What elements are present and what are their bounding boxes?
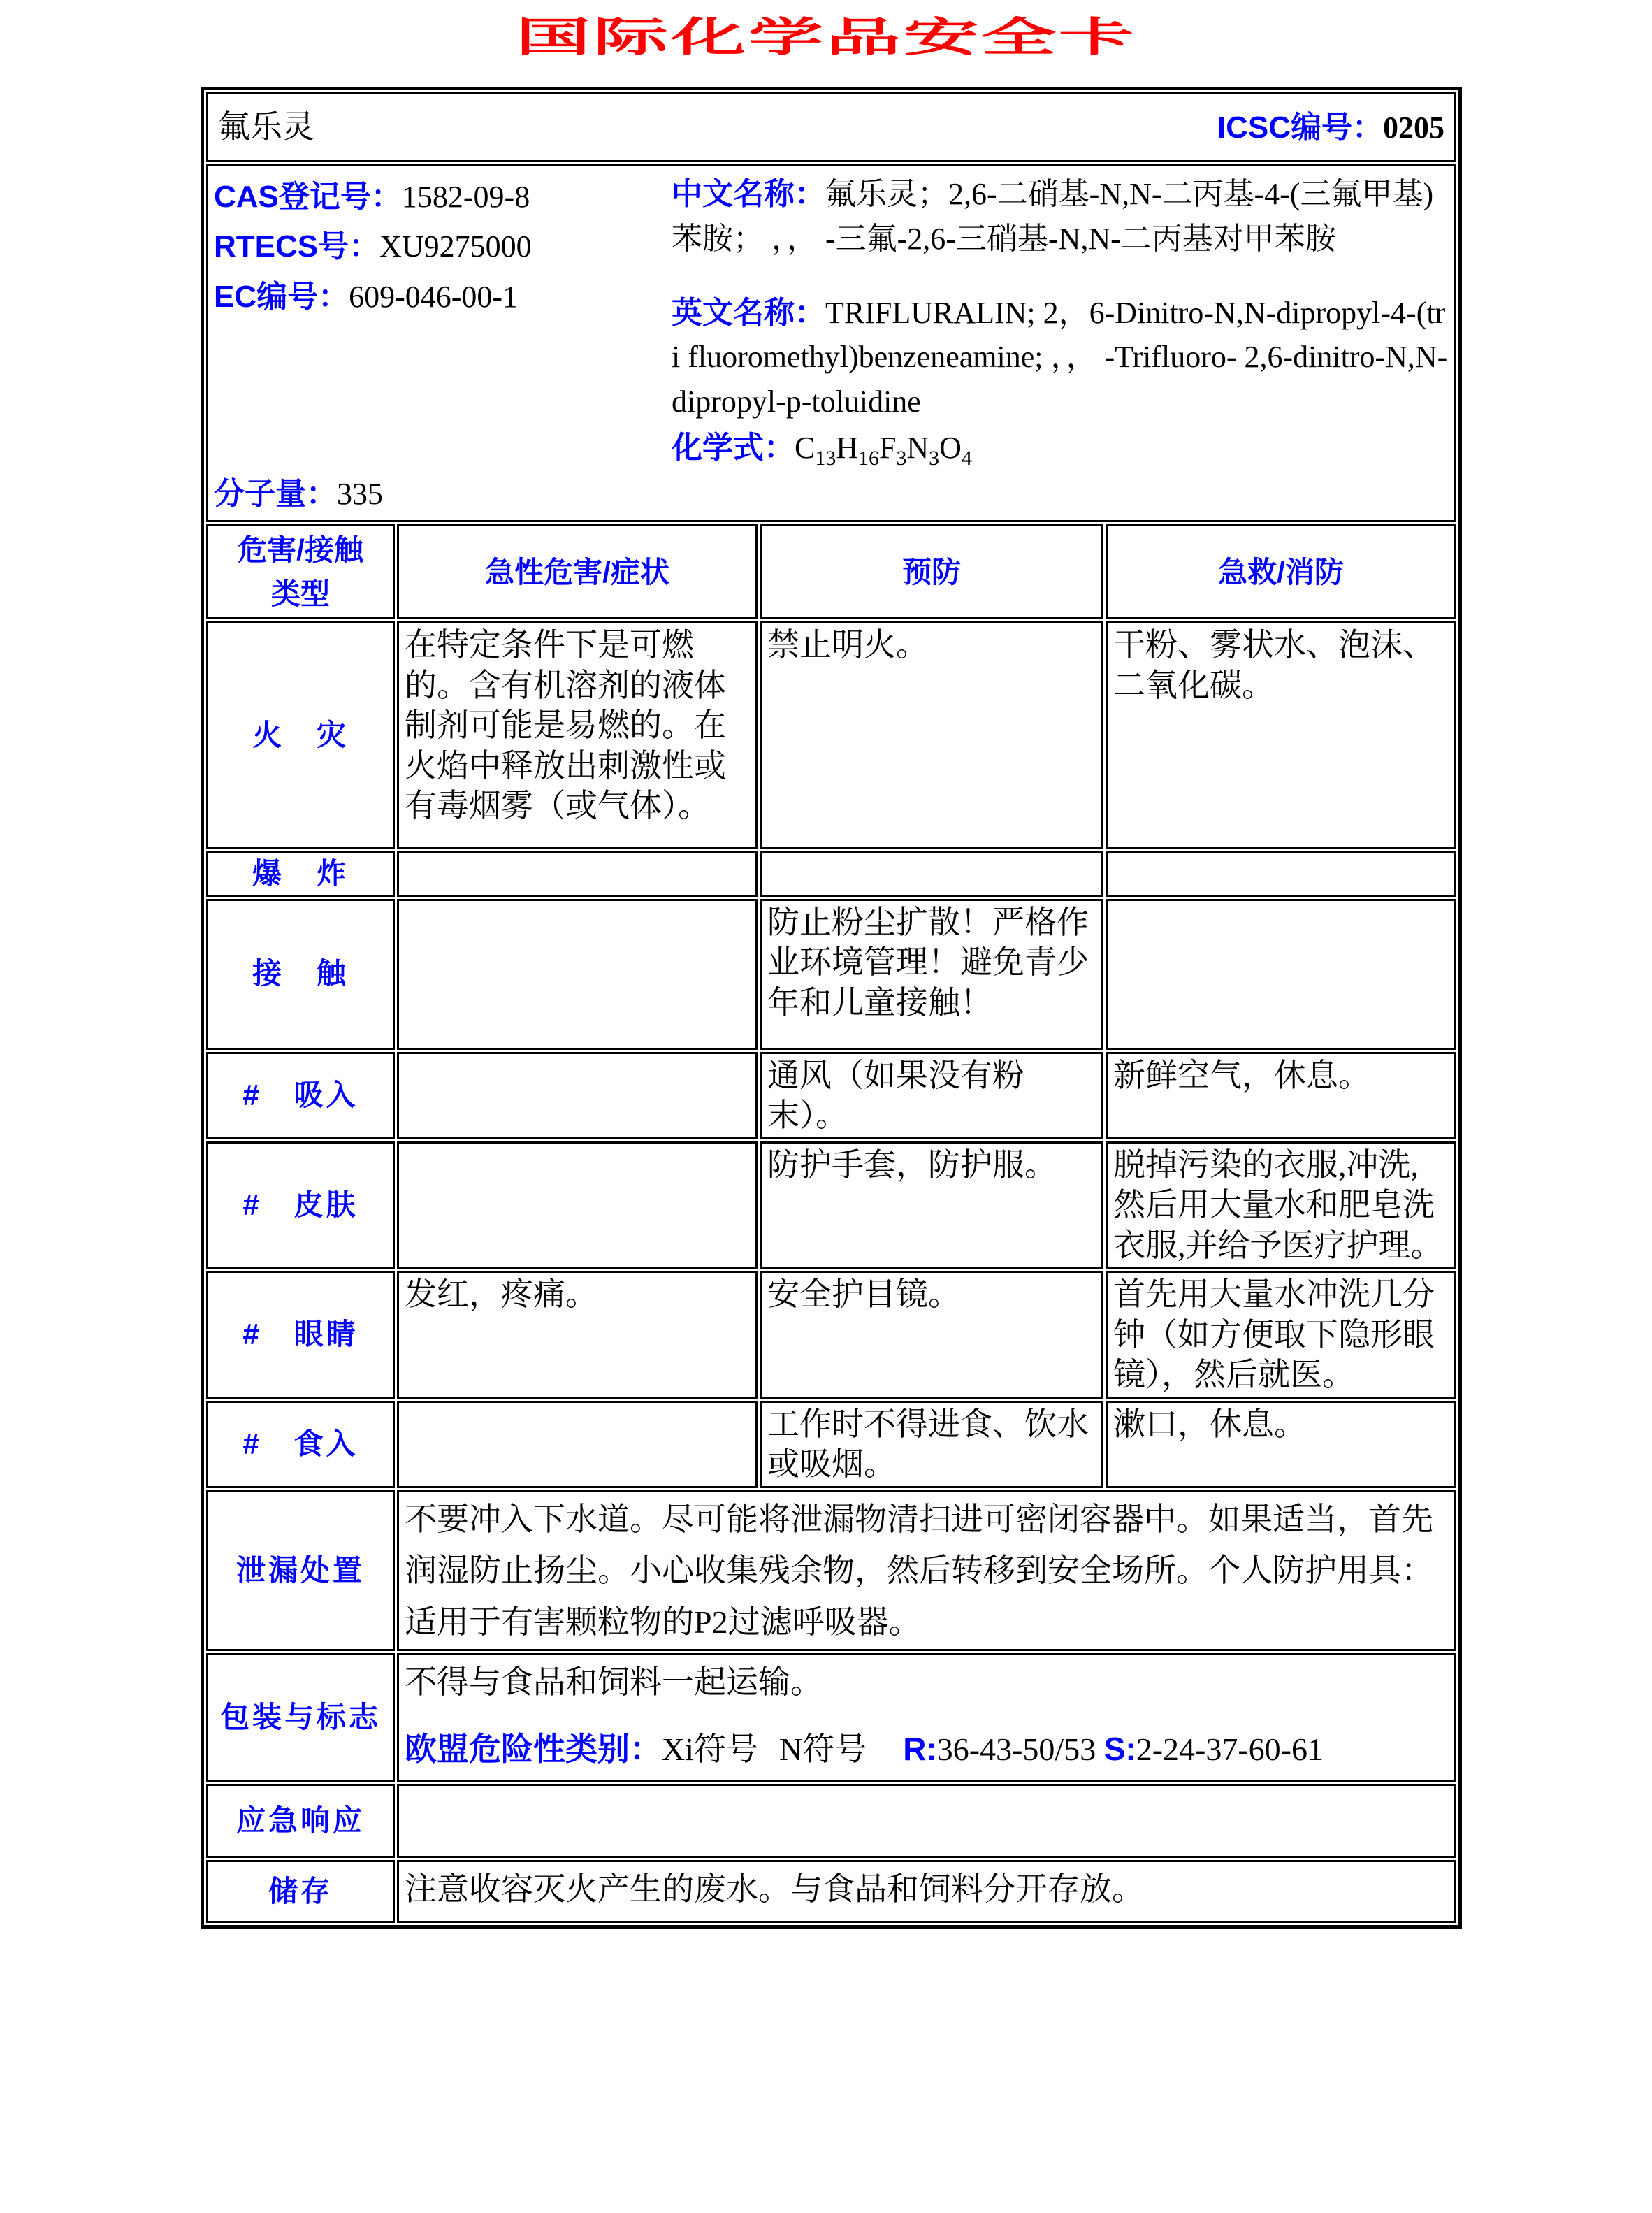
packaging-transport-note: 不得与食品和饲料一起运输。 xyxy=(405,1664,823,1701)
ingestion-prevention: 工作时不得进食、饮水或吸烟。 xyxy=(760,1401,1103,1488)
fire-first-aid: 干粉、雾状水、泡沫、二氧化碳。 xyxy=(1106,621,1456,849)
cas-label: CAS登记号： xyxy=(214,180,402,214)
explosion-prevention xyxy=(760,851,1103,897)
packaging-content xyxy=(397,1653,1456,1782)
rtecs-value: XU9275000 xyxy=(379,229,532,264)
column-header-type xyxy=(206,524,395,619)
storage-row-label: 储存 xyxy=(206,1860,395,1923)
ingestion-row xyxy=(206,1401,1456,1488)
icsc-card-table xyxy=(201,87,1462,1929)
spillage-content xyxy=(397,1490,1456,1652)
chemical-formula-value: $C_{13}H_{16}F_3N_3O_4$ xyxy=(795,430,972,470)
contact-first-aid xyxy=(1106,899,1456,1050)
ingestion-symptoms xyxy=(397,1401,758,1488)
rtecs-number-line xyxy=(214,222,672,271)
storage-row xyxy=(206,1860,1456,1923)
page-title xyxy=(0,4,1652,63)
s-phrases-value: 2-24-37-60-61 xyxy=(1136,1731,1324,1767)
explosion-row-label: 爆 炸 xyxy=(206,851,395,897)
explosion-row xyxy=(206,851,1456,897)
storage-content xyxy=(397,1860,1456,1923)
packaging-row xyxy=(206,1653,1456,1782)
contact-prevention: 防止粉尘扩散！严格作业环境管理！避免青少年和儿童接触！ xyxy=(760,899,1103,1050)
eyes-prevention: 安全护目镜。 xyxy=(760,1271,1103,1399)
ec-value: 609-046-00-1 xyxy=(349,279,519,314)
spillage-content-text: 不要冲入下水道。尽可能将泄漏物清扫进可密闭容器中。如果适当，首先润湿防止扬尘。小心收集残余物，然后转移到安全场所。个人防护用具：适用于有害颗粒物的P2过滤呼吸器。 xyxy=(405,1501,1433,1640)
storage-content-text: 注意收容灭火产生的废水。与食品和饲料分开存放。 xyxy=(405,1871,1144,1908)
eyes-row xyxy=(206,1271,1456,1399)
hazard-table-header-row xyxy=(206,524,1456,619)
eu-n-symbol: N符号 xyxy=(779,1731,867,1767)
spillage-row-label: 泄漏处置 xyxy=(206,1490,395,1652)
rtecs-label: RTECS号： xyxy=(214,229,380,264)
fire-row xyxy=(206,621,1456,849)
registry-numbers-block xyxy=(214,168,672,519)
identification-cell xyxy=(206,164,1456,522)
molecular-weight-value: 335 xyxy=(337,476,383,511)
chemical-formula-line xyxy=(672,426,1449,473)
chemical-formula-label: 化学式： xyxy=(672,430,795,465)
substance-name: 氟乐灵 xyxy=(218,109,314,145)
english-name-paragraph xyxy=(672,291,1449,424)
molecular-weight-label: 分子量： xyxy=(214,476,337,511)
identification-row xyxy=(206,164,1456,522)
spillage-row xyxy=(206,1490,1456,1652)
fire-row-label: 火 灾 xyxy=(206,621,395,849)
ec-number-line xyxy=(214,272,672,322)
emergency-response-row-label: 应急响应 xyxy=(206,1784,395,1858)
cas-number-line xyxy=(214,172,672,222)
contact-row-label: 接 触 xyxy=(206,899,395,1050)
emergency-response-content xyxy=(397,1784,1456,1858)
contact-symptoms xyxy=(397,899,758,1050)
skin-row xyxy=(206,1141,1456,1269)
emergency-response-row xyxy=(206,1784,1456,1858)
icsc-number-value: 0205 xyxy=(1383,110,1444,145)
explosion-symptoms xyxy=(397,851,758,897)
eyes-symptoms: 发红，疼痛。 xyxy=(397,1271,758,1399)
eu-xi-symbol: Xi符号 xyxy=(662,1731,758,1767)
r-phrases-label: R: xyxy=(903,1730,937,1767)
english-name-value: TRIFLURALIN; 2，6-Dinitro-N,N-dipropyl-4-(tri fluoromethyl)benzeneamine; ，， -Trifluoro- 2,6-dinitro-N,N-dipropyl-p-toluidine xyxy=(672,295,1448,419)
chinese-name-value: 氟乐灵；2,6-二硝基-N,N-二丙基-4-(三氟甲基)苯胺； ，， -三氟-2,6-三硝基-N,N-二丙基对甲苯胺 xyxy=(672,177,1434,256)
name-bar-cell xyxy=(206,92,1456,162)
ingestion-first-aid: 漱口，休息。 xyxy=(1106,1401,1456,1488)
explosion-first-aid xyxy=(1106,851,1456,897)
fire-prevention: 禁止明火。 xyxy=(760,621,1103,849)
column-header-type-line2: 类型 xyxy=(270,577,330,610)
s-phrases-label: S: xyxy=(1103,1730,1136,1767)
ec-label: EC编号： xyxy=(214,279,349,314)
eu-classification-line xyxy=(405,1729,1449,1770)
chemical-names-block xyxy=(672,168,1449,519)
inhalation-first-aid: 新鲜空气，休息。 xyxy=(1106,1052,1456,1139)
column-header-prevention: 预防 xyxy=(760,524,1103,619)
chinese-name-label: 中文名称： xyxy=(672,177,825,211)
column-header-symptoms: 急性危害/症状 xyxy=(397,524,758,619)
eyes-row-label: # 眼睛 xyxy=(206,1271,395,1399)
skin-row-label: # 皮肤 xyxy=(206,1141,395,1269)
column-header-first-aid: 急救/消防 xyxy=(1106,524,1456,619)
packaging-row-label: 包装与标志 xyxy=(206,1653,395,1782)
cas-value: 1582-09-8 xyxy=(401,180,530,214)
eu-classification-label: 欧盟危险性类别： xyxy=(405,1730,662,1767)
name-bar-row xyxy=(206,92,1456,162)
inhalation-prevention: 通风（如果没有粉末）。 xyxy=(760,1052,1103,1139)
icsc-number-label: ICSC编号： xyxy=(1217,110,1383,145)
inhalation-row-label: # 吸入 xyxy=(206,1052,395,1139)
chinese-name-paragraph xyxy=(672,172,1449,261)
english-name-label: 英文名称： xyxy=(672,295,825,330)
inhalation-row xyxy=(206,1052,1456,1139)
icsc-number-group xyxy=(1217,108,1444,147)
r-phrases-value: 36-43-50/53 xyxy=(936,1731,1096,1767)
skin-prevention: 防护手套，防护服。 xyxy=(760,1141,1103,1269)
inhalation-symptoms xyxy=(397,1052,758,1139)
page-title-text: 国际化学品安全卡 xyxy=(515,15,1137,60)
ingestion-row-label: # 食入 xyxy=(206,1401,395,1488)
column-header-type-line1: 危害/接触 xyxy=(238,533,363,566)
eyes-first-aid: 首先用大量水冲洗几分钟（如方便取下隐形眼镜），然后就医。 xyxy=(1106,1271,1456,1399)
contact-row xyxy=(206,899,1456,1050)
fire-symptoms: 在特定条件下是可燃的。含有机溶剂的液体制剂可能是易燃的。在火焰中释放出刺激性或有毒烟雾（或气体）。 xyxy=(397,621,758,849)
skin-first-aid: 脱掉污染的衣服,冲洗,然后用大量水和肥皂洗衣服,并给予医疗护理。 xyxy=(1106,1141,1456,1269)
skin-symptoms xyxy=(397,1141,758,1269)
molecular-weight-line xyxy=(214,469,672,519)
